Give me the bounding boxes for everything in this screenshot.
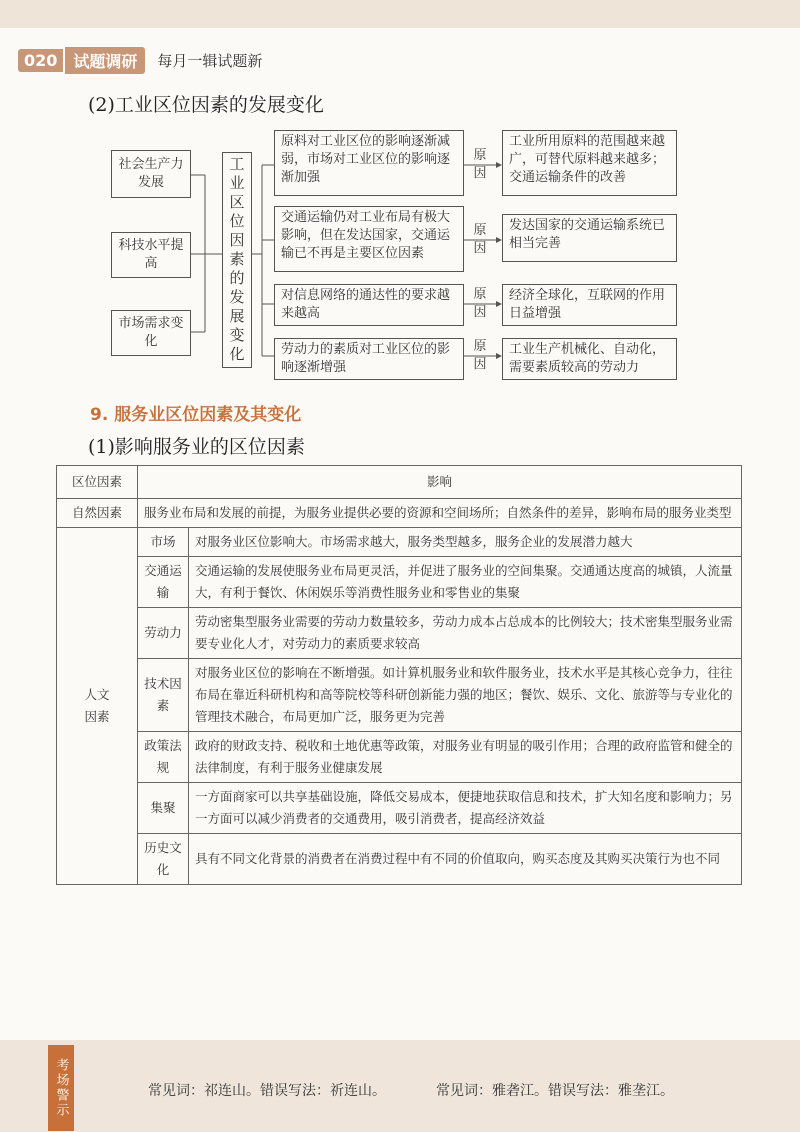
col-header-factor: 区位因素: [57, 466, 138, 499]
table-header-row: [57, 466, 742, 499]
factor-name: 技术因素: [138, 659, 189, 732]
reason-box-1: 工业所用原料的范围越来越广，可替代原料越来越多；交通运输条件的改善: [502, 130, 677, 196]
table-row: [57, 499, 742, 528]
factor-text: 对服务业区位的影响在不断增强。如计算机服务业和软件服务业，技术水平是其核心竞争力，往往布局在靠近科研机构和高等院校等科研创新能力强的地区；餐饮、娱乐、文化、旅游等与专业化的管理技术融合，布局更加广泛，服务更为完善: [189, 659, 742, 732]
sub-heading-service-factors: (1)影响服务业的区位因素: [88, 436, 305, 458]
factor-productivity: 社会生产力发展: [111, 150, 191, 198]
table-row: [57, 732, 742, 783]
reason-label-4: 原因: [473, 339, 487, 372]
center-label-box: [222, 152, 252, 368]
factor-text: 劳动密集型服务业需要的劳动力数量较多，劳动力成本占总成本的比例较大；技术密集型服务业需要专业化人才，对劳动力的素质要求较高: [189, 608, 742, 659]
section-label: 试题调研: [65, 47, 145, 74]
page-number: 020: [18, 49, 63, 72]
table-row: [57, 659, 742, 732]
factor-name: 历史文化: [138, 834, 189, 885]
factor-text: 政府的财政支持、税收和土地优惠等政策，对服务业有明显的吸引作用；合理的政府监管和健全的法律制度，有利于服务业健康发展: [189, 732, 742, 783]
exam-warning-tag-text: 考场警示: [53, 1058, 69, 1118]
factor-name: 集聚: [138, 783, 189, 834]
reason-label-1: 原因: [473, 148, 487, 181]
reason-label-3: 原因: [473, 287, 487, 320]
exam-warning-tag: [48, 1045, 74, 1131]
center-label: 工业区位因素的发展变化: [227, 155, 246, 365]
factor-name: 政策法规: [138, 732, 189, 783]
factor-text: 对服务业区位影响大。市场需求越大，服务类型越多，服务企业的发展潜力越大: [189, 528, 742, 557]
table-row: [57, 557, 742, 608]
change-box-4: 劳动力的素质对工业区位的影响逐渐增强: [274, 338, 464, 380]
factor-name: 交通运输: [138, 557, 189, 608]
header-tagline: 每月一辑试题新: [157, 51, 263, 70]
factor-name: 市场: [138, 528, 189, 557]
factor-text: 交通运输的发展使服务业布局更灵活，并促进了服务业的空间集聚。交通通达度高的城镇，人流量大，有利于餐饮、休闲娱乐等消费性服务业和零售业的集聚: [189, 557, 742, 608]
col-header-impact: 影响: [138, 466, 742, 499]
service-factors-table: [56, 465, 742, 885]
change-box-2: 交通运输仍对工业布局有极大影响，但在发达国家，交通运输已不再是主要区位因素: [274, 206, 464, 272]
reason-box-3: 经济全球化，互联网的作用日益增强: [502, 284, 677, 326]
table-row: [57, 834, 742, 885]
table-row: [57, 608, 742, 659]
factor-text: 一方面商家可以共享基础设施，降低交易成本，便捷地获取信息和技术，扩大知名度和影响力；另一方面可以减少消费者的交通费用，吸引消费者，提高经济效益: [189, 783, 742, 834]
footer-note-1: 常见词：祁连山。错误写法：祈连山。: [148, 1083, 386, 1099]
natural-factor-label: 自然因素: [57, 499, 138, 528]
factor-name: 劳动力: [138, 608, 189, 659]
natural-factor-text: 服务业布局和发展的前提，为服务业提供必要的资源和空间场所；自然条件的差异，影响布局的服务业类型: [138, 499, 742, 528]
factor-text: 具有不同文化背景的消费者在消费过程中有不同的价值取向，购买态度及其购买决策行为也不同: [189, 834, 742, 885]
factor-market-demand: 市场需求变化: [111, 310, 191, 356]
reason-label-2: 原因: [473, 223, 487, 256]
section-9-heading: 9. 服务业区位因素及其变化: [90, 405, 302, 425]
reason-box-2: 发达国家的交通运输系统已相当完善: [502, 214, 677, 262]
human-factor-label-text: 人文因素: [84, 687, 110, 724]
human-factor-label: [57, 528, 138, 885]
change-box-3: 对信息网络的通达性的要求越来越高: [274, 284, 464, 326]
factor-technology: 科技水平提高: [111, 232, 191, 278]
table-row: [57, 783, 742, 834]
footer-band: [0, 1040, 800, 1132]
heading-industry-factors: (2)工业区位因素的发展变化: [88, 94, 324, 116]
reason-box-4: 工业生产机械化、自动化，需要素质较高的劳动力: [502, 338, 677, 380]
change-box-1: 原料对工业区位的影响逐渐减弱，市场对工业区位的影响逐渐加强: [274, 130, 464, 196]
footer-note-2: 常见词：雅砻江。错误写法：雅垄江。: [436, 1083, 674, 1099]
table-row: [57, 528, 742, 557]
